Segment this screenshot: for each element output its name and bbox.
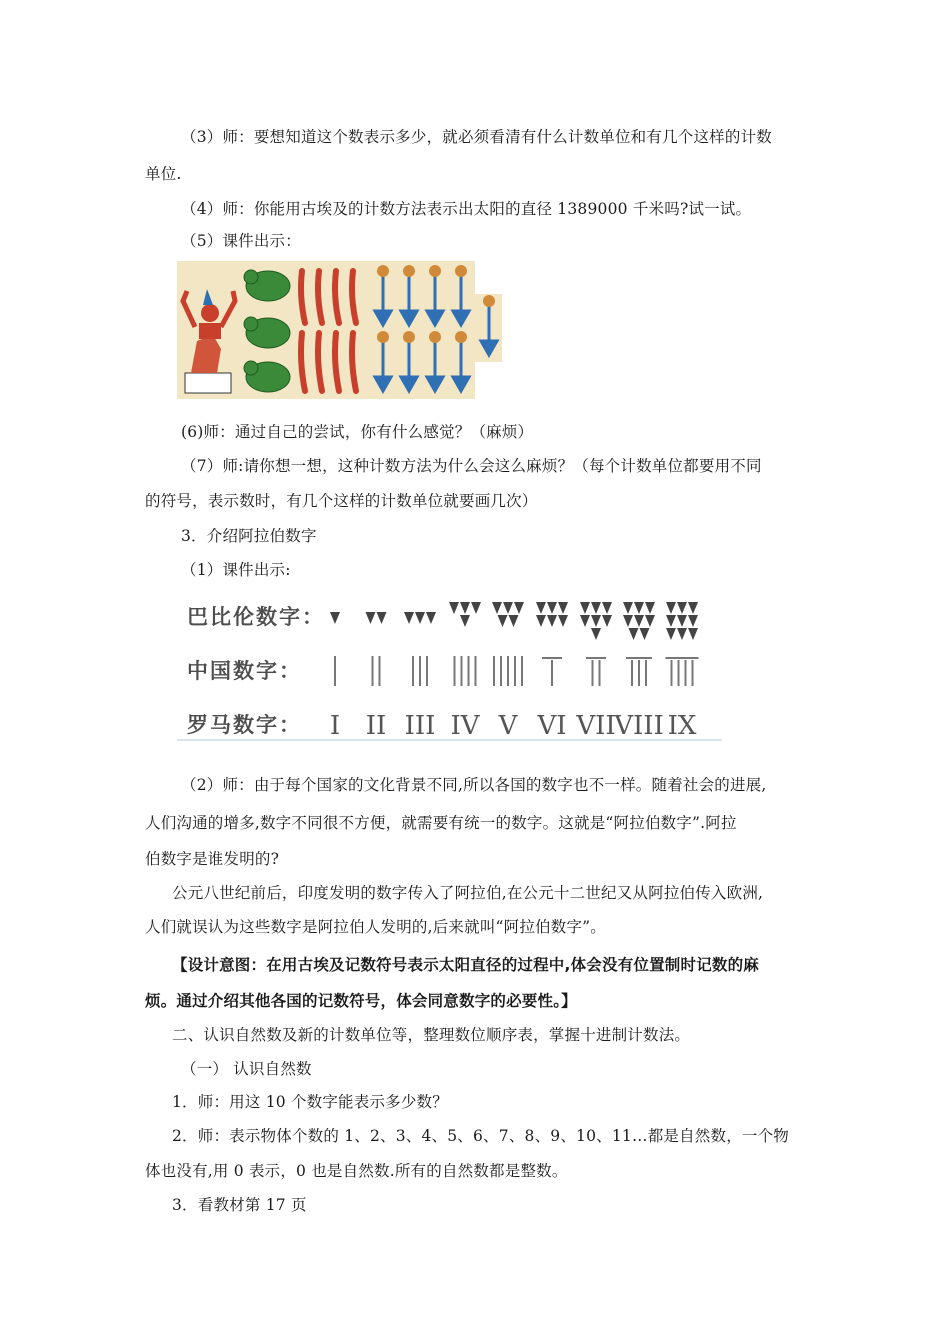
roman-numeral: IV (450, 711, 480, 741)
chinese-label: 中国数字： (187, 659, 302, 683)
roman-numeral: VI (537, 711, 567, 741)
chinese-rod-numeral (586, 658, 606, 686)
text-line: (6)师：通过自己的尝试，你有什么感觉？（麻烦） (181, 423, 534, 441)
babylonian-numeral (366, 612, 387, 624)
chinese-rod-numeral (373, 656, 380, 686)
roman-numerals (330, 711, 697, 741)
text-line: 1．师：用这 10 个数字能表示多少数？ (172, 1093, 448, 1111)
babylonian-numerals (330, 602, 698, 640)
roman-numeral: I (329, 711, 341, 741)
text-line: 3．介绍阿拉伯数字 (181, 527, 317, 545)
babylonian-numeral (666, 602, 698, 640)
subsection-heading: （一） 认识自然数 (181, 1060, 312, 1078)
text-line: 单位. (145, 165, 182, 183)
chinese-rod-numeral (542, 658, 562, 686)
babylonian-numeral (536, 602, 568, 627)
babylonian-numeral (404, 612, 436, 624)
frog-glyphs (244, 270, 290, 392)
chinese-rod-numeral (626, 658, 652, 686)
chinese-rod-numeral (413, 656, 427, 686)
chinese-rod-numerals (335, 656, 699, 686)
chinese-rod-numeral (666, 658, 699, 686)
text-line: （3）师：要想知道这个数表示多少，就必须看清有什么计数单位和有几个这样的计数 (181, 128, 772, 146)
text-line: 公元八世纪前后，印度发明的数字传入了阿拉伯,在公元十二世纪又从阿拉伯传入欧洲, (172, 884, 764, 902)
roman-numeral: V (498, 711, 518, 741)
text-line: （5）课件出示： (181, 232, 301, 250)
roman-numeral: IX (667, 711, 697, 741)
numeral-systems-figure (177, 594, 722, 744)
text-line: （2）师：由于每个国家的文化背景不同,所以各国的数字也不一样。随着社会的进展, (181, 776, 767, 794)
roman-numeral: VIII (614, 711, 664, 741)
babylonian-numeral (492, 602, 524, 627)
chinese-rod-numeral (455, 656, 476, 686)
text-line: 3．看教材第 17 页 (172, 1196, 307, 1214)
egyptian-numerals-figure (177, 261, 502, 399)
text-line: 伯数字是谁发明的? (145, 850, 280, 868)
text-line: 的符号，表示数时，有几个这样的计数单位就要画几次） (145, 492, 538, 510)
text-line: 人们就误认为这些数字是阿拉伯人发明的,后来就叫“阿拉伯数字”。 (145, 918, 606, 936)
roman-label: 罗马数字： (187, 713, 302, 737)
text-line: （1）课件出示: (181, 561, 291, 579)
babylonian-numeral (580, 602, 612, 640)
design-intent-line: 【设计意图：在用古埃及记数符号表示太阳直径的过程中,体会没有位置制时记数的麻 (172, 956, 759, 974)
section-heading: 二、认识自然数及新的计数单位等，整理数位顺序表，掌握十进制计数法。 (172, 1026, 691, 1044)
roman-numeral: VII (576, 711, 616, 741)
chinese-rod-numeral (494, 656, 522, 686)
roman-numeral: II (365, 711, 387, 741)
babylonian-numeral (449, 602, 481, 627)
text-line: 体也没有,用 0 表示，0 也是自然数.所有的自然数都是整数。 (145, 1162, 568, 1180)
text-line: （4）师：你能用古埃及的计数方法表示出太阳的直径 1389000 千米吗?试一试。 (181, 200, 752, 218)
text-line: 2．师：表示物体个数的 1、2、3、4、5、6、7、8、9、10、11…都是自然数，一个物 (172, 1127, 789, 1145)
design-intent-line: 烦。通过介绍其他各国的记数符号，体会同意数字的必要性。】 (145, 992, 577, 1010)
babylonian-label: 巴比伦数字： (187, 605, 325, 629)
babylonian-numeral (330, 612, 340, 624)
text-line: 人们沟通的增多,数字不同很不方便，就需要有统一的数字。这就是“阿拉伯数字”.阿拉 (145, 814, 737, 832)
text-line: （7）师:请你想一想，这种计数方法为什么会这么麻烦？（每个计数单位都要用不同 (181, 457, 762, 475)
babylonian-numeral (623, 602, 655, 640)
roman-numeral: III (404, 711, 436, 741)
